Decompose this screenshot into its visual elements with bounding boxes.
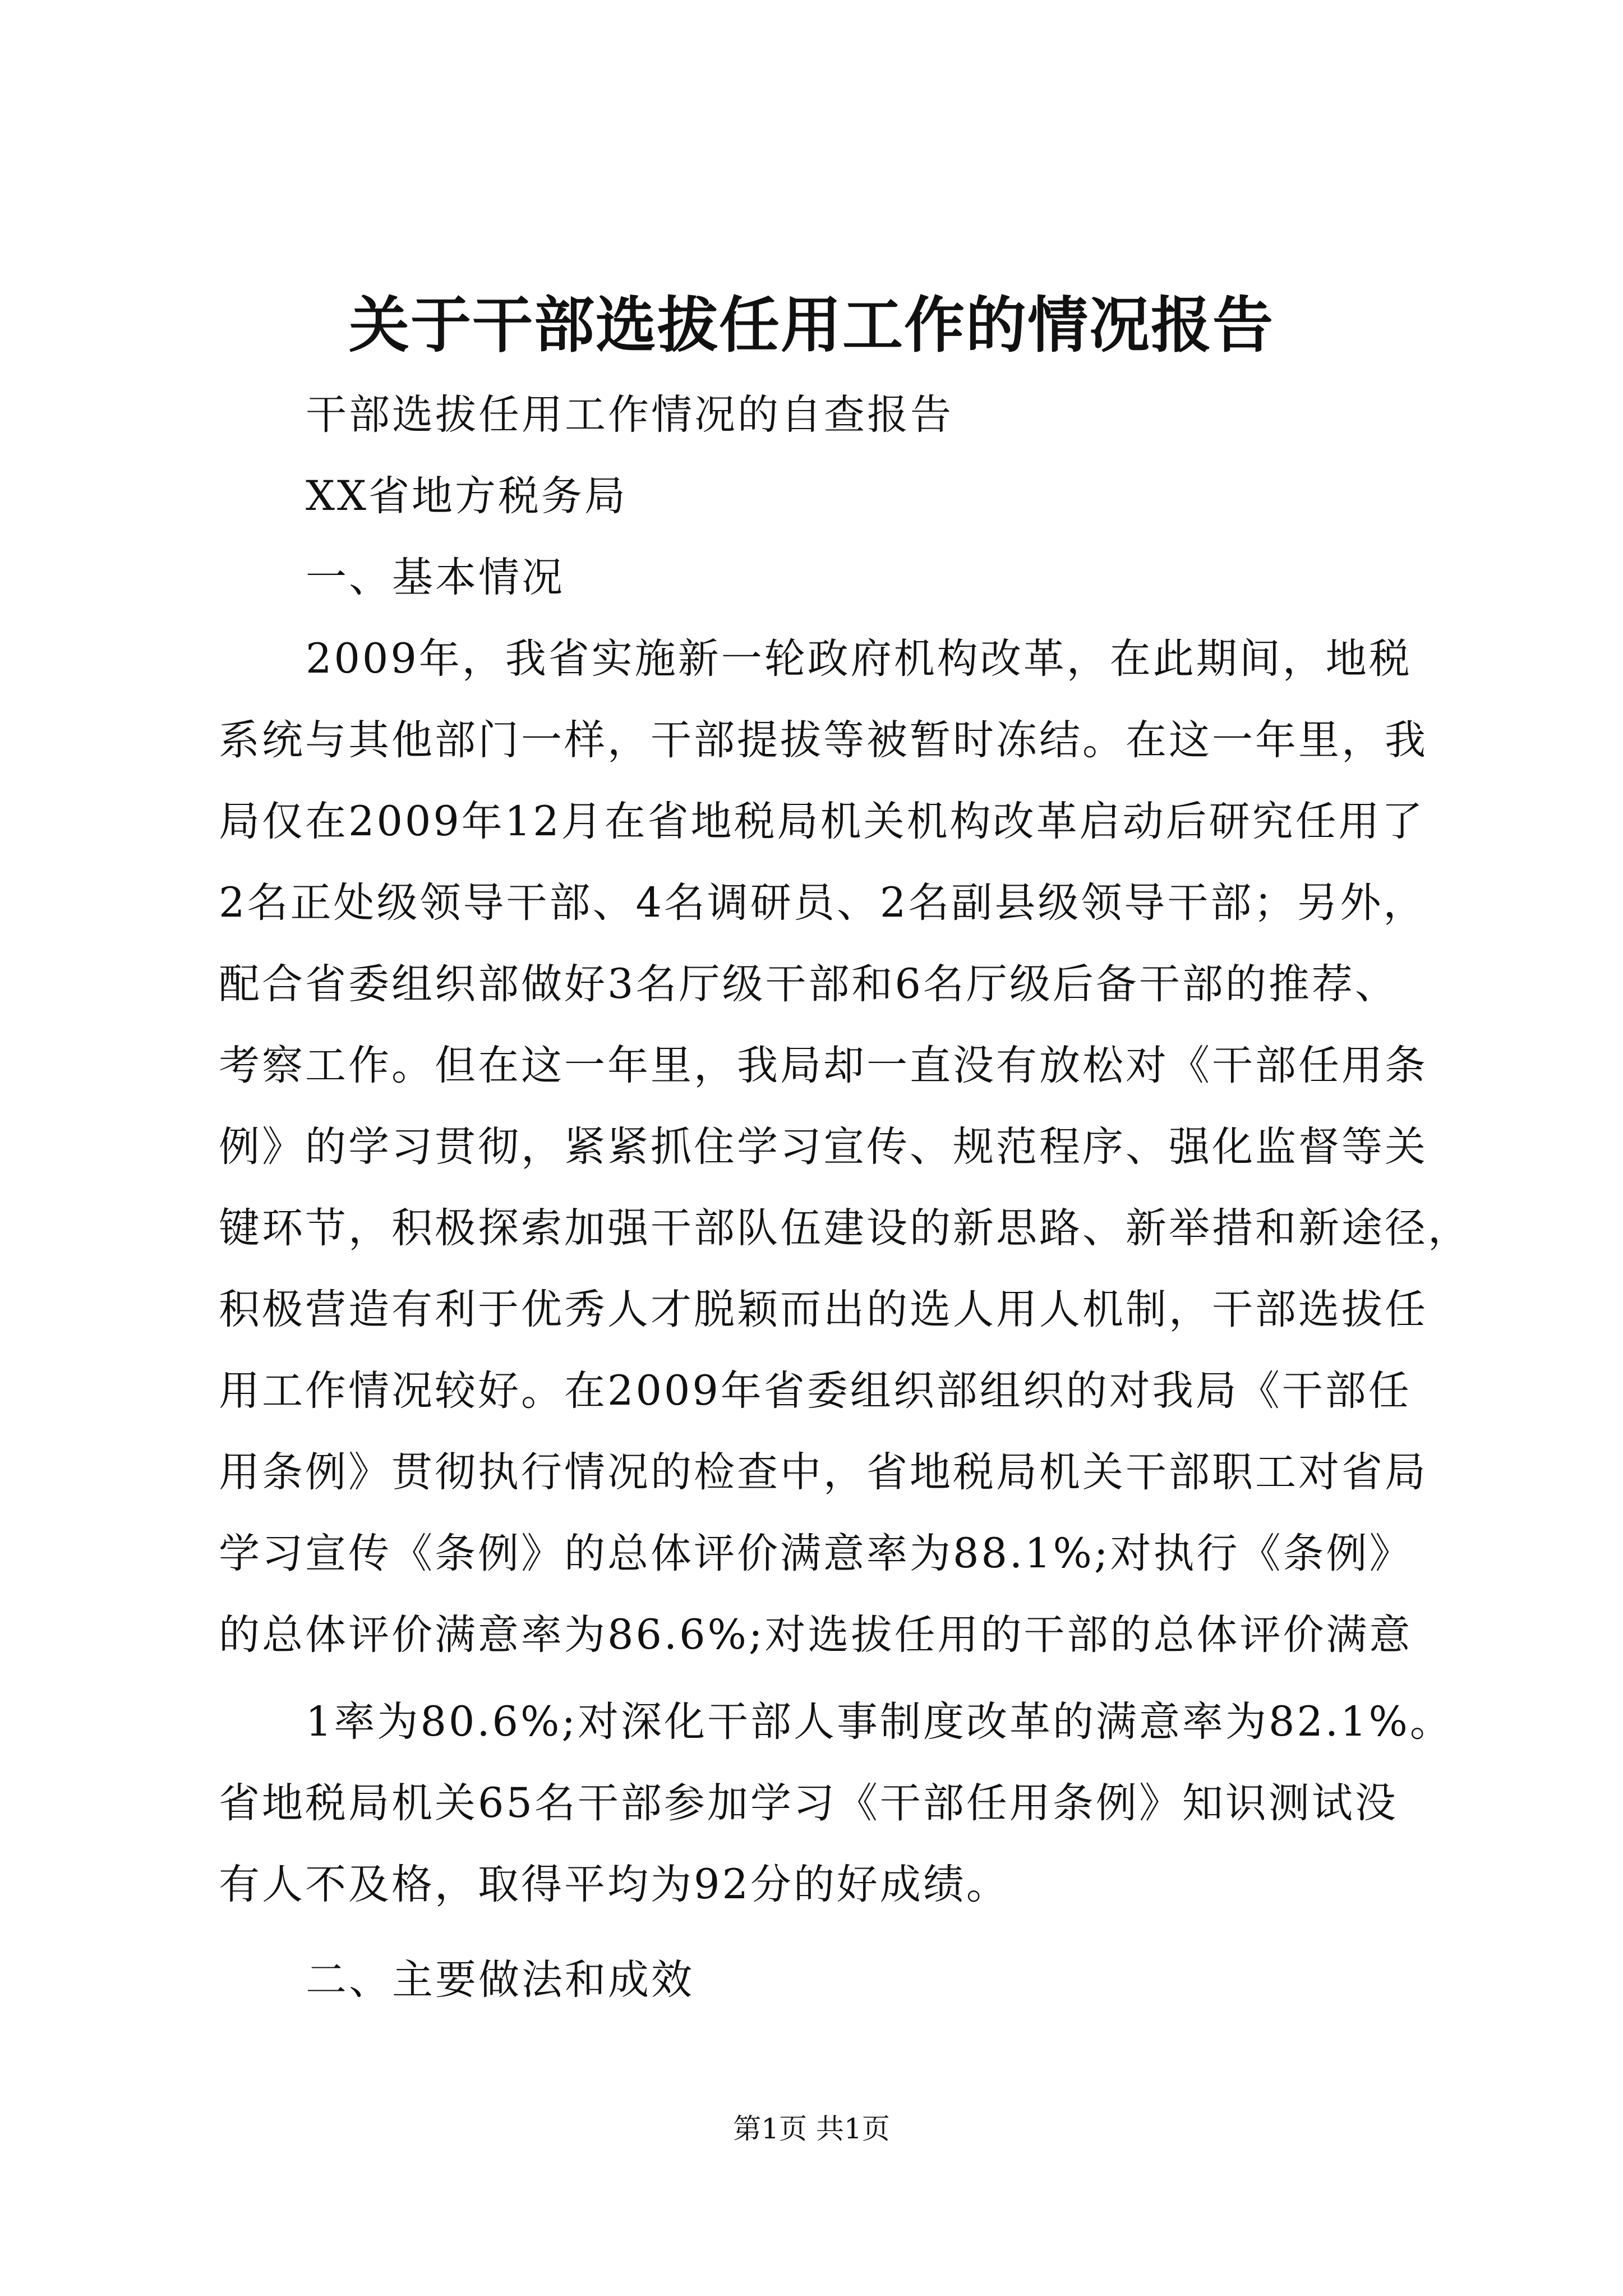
body-line: 系统与其他部门一样，干部提拔等被暂时冻结。在这一年里，我 (219, 716, 1428, 764)
body-line: 例》的学习贯彻，紧紧抓住学习宣传、规范程序、强化监督等关 (219, 1123, 1428, 1171)
body-line: 配合省委组织部做好3名厅级干部和6名厅级后备干部的推荐、 (219, 960, 1398, 1008)
section-heading-1: 一、基本情况 (306, 554, 565, 601)
body-line: 积极营造有利于优秀人才脱颖而出的选人用人机制，干部选拔任 (219, 1286, 1428, 1333)
body-line: 考察工作。但在这一年里，我局却一直没有放松对《干部任用条 (219, 1042, 1428, 1089)
section-heading-2: 二、主要做法和成效 (306, 1956, 694, 2004)
body-line: 省地税局机关65名干部参加学习《干部任用条例》知识测试没 (219, 1779, 1398, 1827)
body-line: 1率为80.6%;对深化干部人事制度改革的满意率为82.1%。 (306, 1698, 1453, 1746)
body-line: 局仅在2009年12月在省地税局机关机构改革启动后研究任用了 (219, 798, 1425, 845)
body-line: 键环节，积极探索加强干部队伍建设的新思路、新举措和新途径， (219, 1204, 1471, 1252)
subtitle-line: 干部选拔任用工作情况的自查报告 (306, 391, 953, 439)
body-line: 学习宣传《条例》的总体评价满意率为88.1%;对执行《条例》 (219, 1530, 1413, 1577)
document-title: 关于干部选拔任用工作的情况报告 (348, 290, 1274, 361)
body-line: 用工作情况较好。在2009年省委组织部组织的对我局《干部任 (219, 1367, 1412, 1415)
body-line: 2009年，我省实施新一轮政府机构改革，在此期间，地税 (306, 635, 1412, 683)
body-line: 2名正处级领导干部、4名调研员、2名副县级领导干部；另外， (219, 879, 1427, 927)
body-line: 有人不及格，取得平均为92分的好成绩。 (219, 1861, 1009, 1908)
body-line: 的总体评价满意率为86.6%;对选拔任用的干部的总体评价满意 (219, 1611, 1413, 1659)
body-line: 用条例》贯彻执行情况的检查中，省地税局机关干部职工对省局 (219, 1448, 1428, 1496)
page-footer: 第1页 共1页 (733, 2113, 890, 2145)
organization-line: XX省地方税务局 (306, 472, 628, 520)
